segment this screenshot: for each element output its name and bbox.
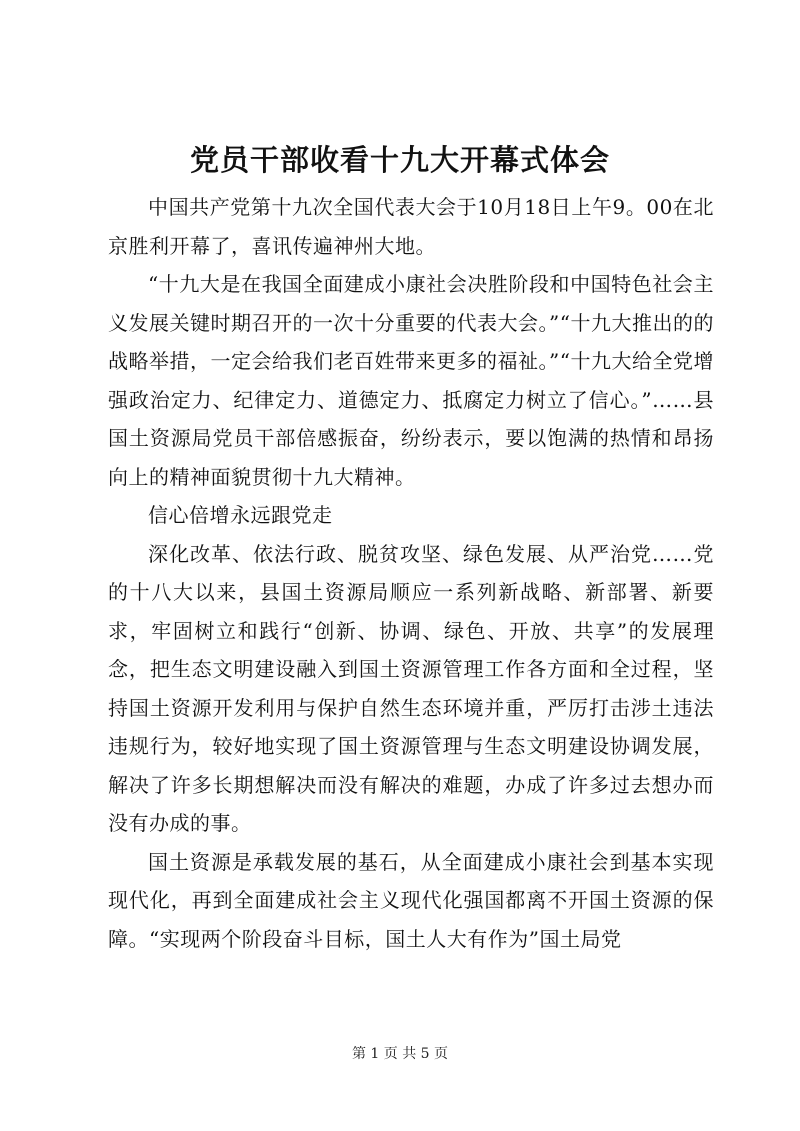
document-title: 党员干部收看十九大开幕式体会 (189, 143, 610, 177)
page-footer: 第 1 页 共 5 页 (351, 1046, 449, 1062)
document-body (108, 188, 714, 958)
paragraph-opening: 中国共产党第十九次全国代表大会于10月18日上午9。00在北京胜利开幕了，喜讯传遍神州大地。 (108, 195, 714, 258)
paragraph-resources: 国土资源是承载发展的基石，从全面建成小康社会到基本实现现代化，再到全面建成社会主义现代化强国都离不开国土资源的保障。“实现两个阶段奋斗目标，国土人大有作为”国土局党 (108, 849, 714, 951)
paragraph-quotes: “十九大是在我国全面建成小康社会决胜阶段和中国特色社会主义发展关键时期召开的一次十分重要的代表大会。”“十九大推出的的战略举措，一定会给我们老百姓带来更多的福祉。”“十九大给全党增强政治定力、纪律定力、道德定力、抵腐定力树立了信心。”……县国土资源局党员干部倍感振奋，纷纷表示，要以饱满的热情和昂扬向上的精神面貌贯彻十九大精神。 (108, 272, 714, 489)
section-heading: 信心倍增永远跟党走 (148, 503, 333, 527)
paragraph-reform: 深化改革、依法行政、脱贫攻坚、绿色发展、从严治党……党的十八大以来，县国土资源局顺应一系列新战略、新部署、新要求，牢固树立和践行“创新、协调、绿色、开放、共享”的发展理念，把生态文明建设融入到国土资源管理工作各方面和全过程，坚持国土资源开发利用与保护自然生态环境并重，严厉打击涉土违法违规行为，较好地实现了国土资源管理与生态文明建设协调发展，解决了许多长期想解决而没有解决的难题，办成了许多过去想办而没有办成的事。 (108, 541, 714, 835)
